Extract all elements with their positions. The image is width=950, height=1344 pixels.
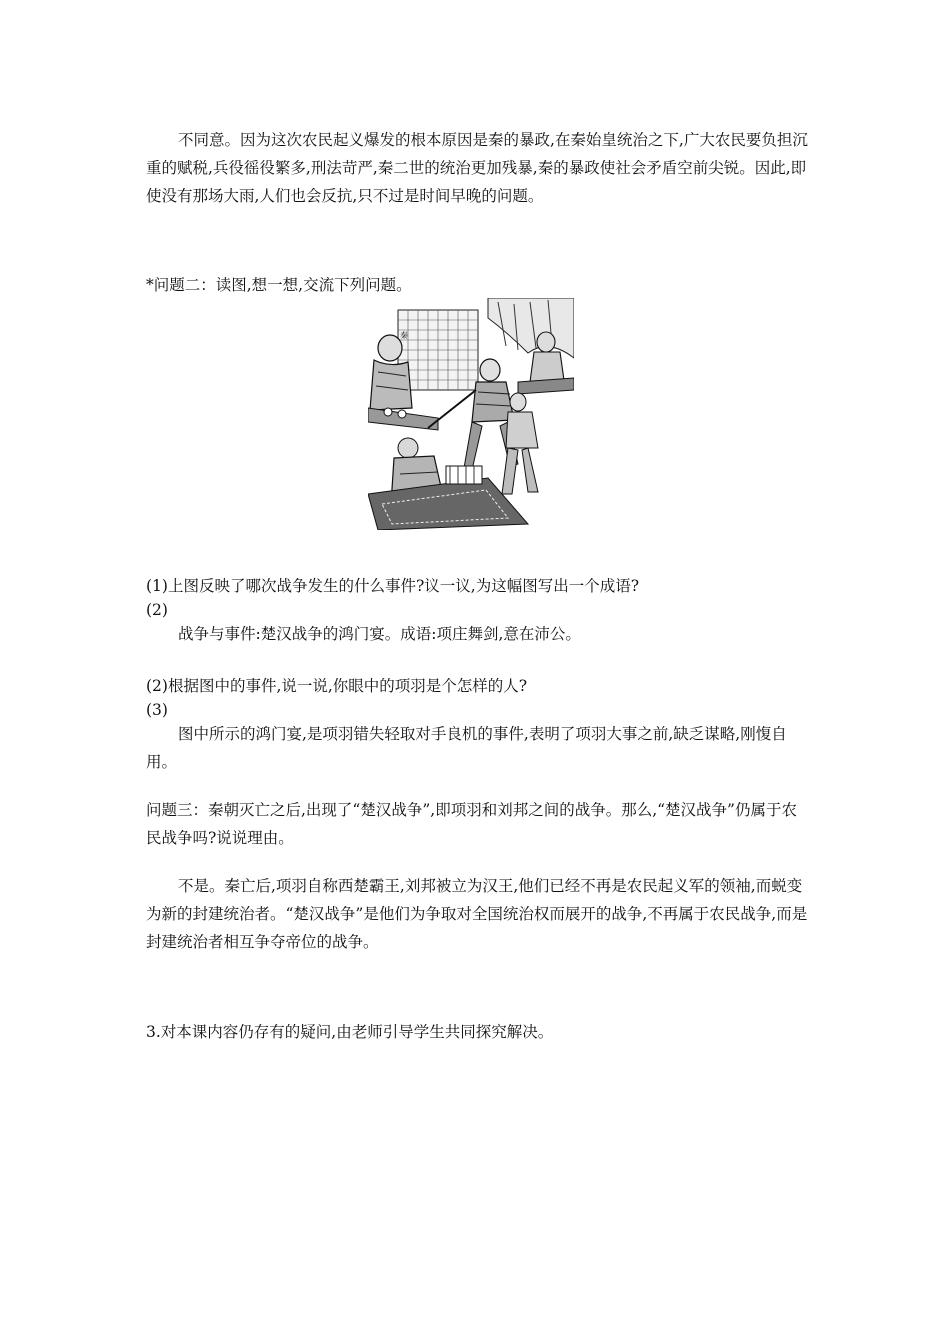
question-2-heading: *问题二：读图,想一想,交流下列问题。 — [146, 276, 412, 294]
question-2-sub2-marker: (3) — [146, 701, 168, 719]
question-2-sub2: (2)根据图中的事件,说一说,你眼中的项羽是个怎样的人? — [146, 677, 528, 695]
question-2-sub1-marker: (2) — [146, 601, 168, 619]
qin-banner-glyph: 秦 — [400, 331, 408, 340]
question-2-sub2-answer: 图中所示的鸿门宴,是项羽错失轻取对手良机的事件,表明了项羽大事之前,缺乏谋略,刚愎自用。 — [146, 725, 787, 771]
question-3-heading: 问题三：秦朝灭亡之后,出现了“楚汉战争”,即项羽和刘邦之间的战争。那么,“楚汉战争”仍属于农民战争吗?说说理由。 — [146, 801, 797, 847]
hongmen-banquet-illustration — [368, 298, 574, 530]
question-2-sub1: (1)上图反映了哪次战争发生的什么事件?议一议,为这幅图写出一个成语? — [146, 577, 640, 595]
item-3-text: 3.对本课内容仍存有的疑问,由老师引导学生共同探究解决。 — [146, 1023, 554, 1041]
question-3-answer: 不是。秦亡后,项羽自称西楚霸王,刘邦被立为汉王,他们已经不再是农民起义军的领袖,而蜕变为新的封建统治者。“楚汉战争”是他们为争取对全国统治权而展开的战争,不再属于农民战争,而是封建统治者相互争夺帝位的战争。 — [146, 877, 808, 951]
answer-paragraph-1: 不同意。因为这次农民起义爆发的根本原因是秦的暴政,在秦始皇统治之下,广大农民要负担沉重的赋税,兵役徭役繁多,刑法苛严,秦二世的统治更加残暴,秦的暴政使社会矛盾空前尖锐。因此,即使没有那场大雨,人们也会反抗,只不过是时间早晚的问题。 — [146, 131, 808, 205]
question-2-sub1-answer: 战争与事件:楚汉战争的鸿门宴。成语:项庄舞剑,意在沛公。 — [178, 625, 581, 643]
